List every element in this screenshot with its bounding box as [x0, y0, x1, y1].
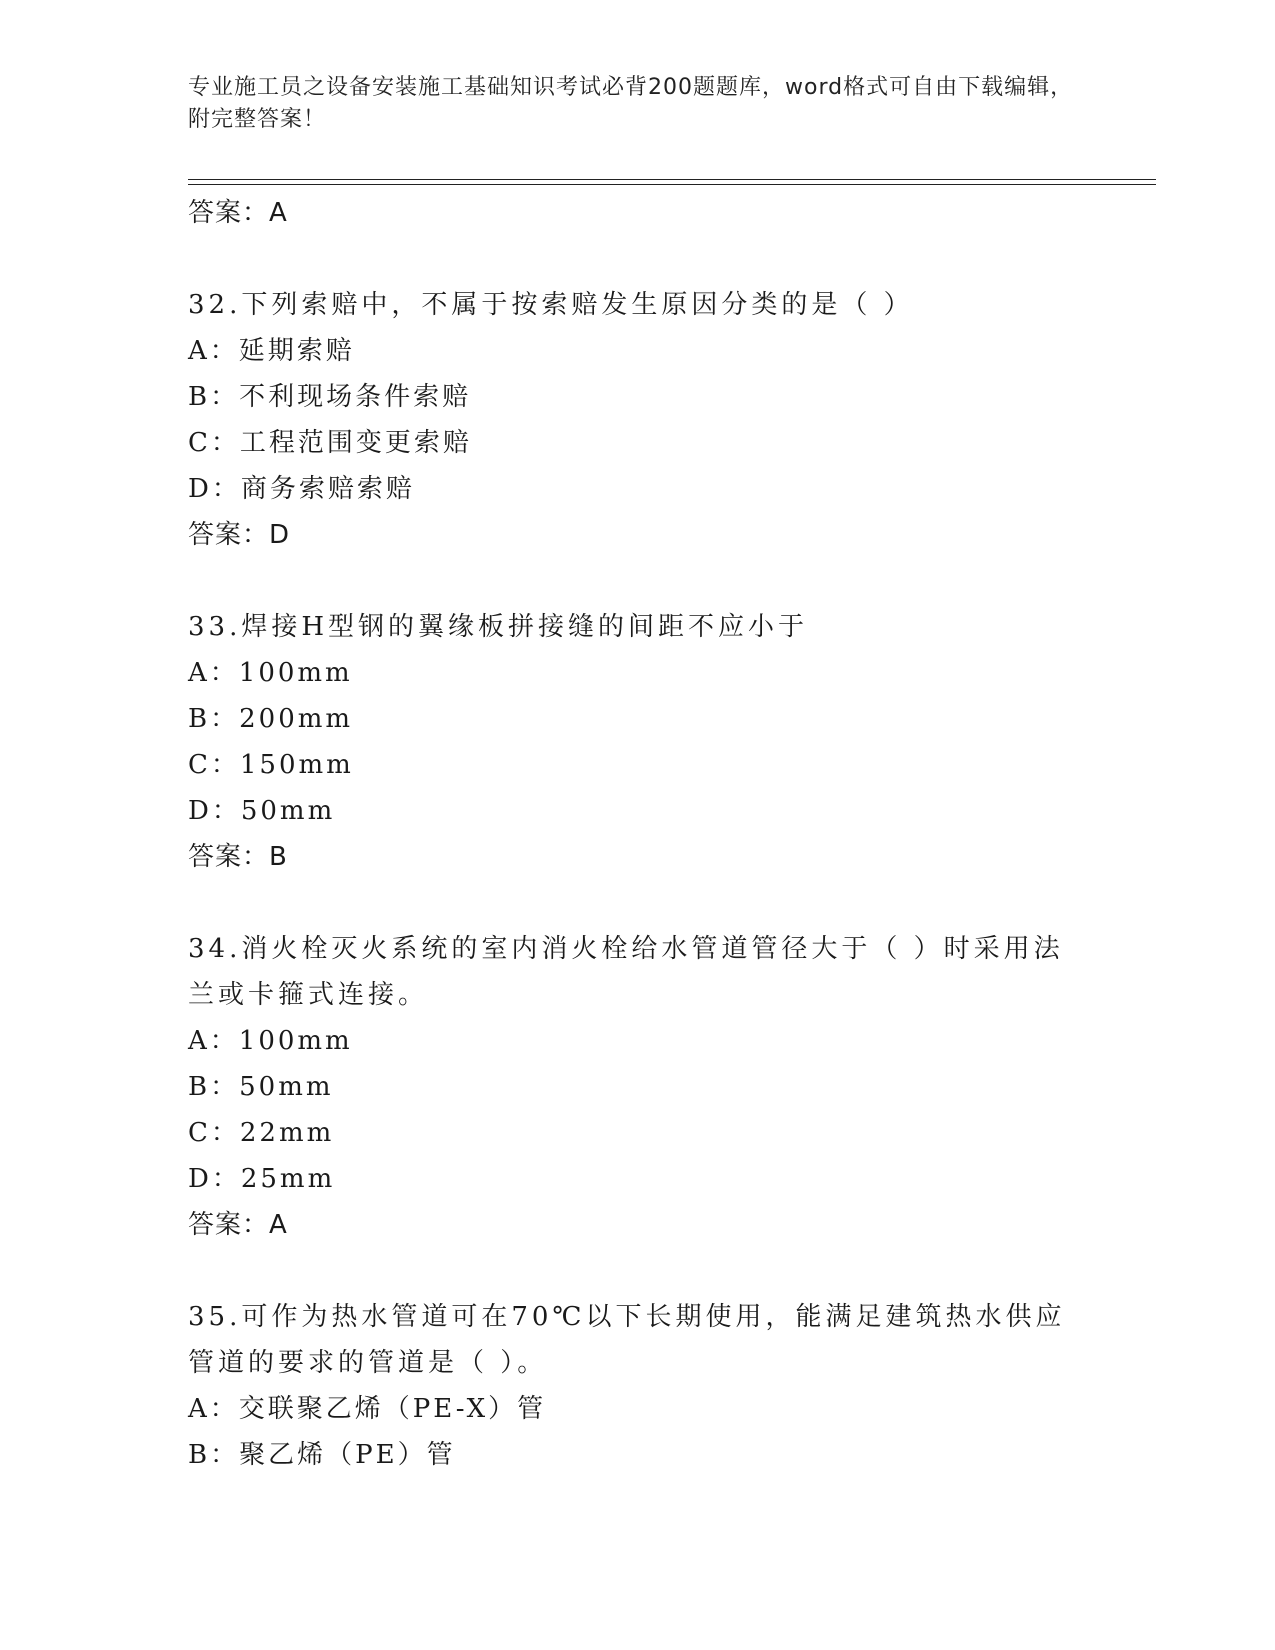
option-d: D：商务索赔索赔: [188, 474, 415, 504]
option-b: B：50mm: [188, 1072, 334, 1102]
option-b: B：聚乙烯（PE）管: [188, 1440, 456, 1470]
option-c: C：工程范围变更索赔: [188, 428, 472, 458]
answer-line: 答案：A: [188, 198, 288, 228]
option-d: D：50mm: [188, 796, 336, 826]
question-text: 33.焊接H型钢的翼缘板拼接缝的间距不应小于: [188, 612, 809, 642]
option-a: A：100mm: [188, 658, 353, 688]
answer-line: 答案：B: [188, 842, 288, 872]
answer-line: 答案：D: [188, 520, 291, 550]
question-text: 35.可作为热水管道可在70℃以下长期使用，能满足建筑热水供应管道的要求的管道是（ ）。: [188, 1302, 1066, 1378]
option-b: B：不利现场条件索赔: [188, 382, 472, 412]
answer-line: 答案：A: [188, 1210, 288, 1240]
question-33: [188, 604, 1088, 880]
header-divider-top: [188, 179, 1156, 180]
header-divider-bottom: [188, 184, 1156, 185]
question-32: [188, 282, 1088, 558]
question-text: 32.下列索赔中，不属于按索赔发生原因分类的是（ ）: [188, 290, 914, 320]
option-a: A：延期索赔: [188, 336, 355, 366]
option-d: D：25mm: [188, 1164, 336, 1194]
document-header: 专业施工员之设备安装施工基础知识考试必背200题题库，word格式可自由下载编辑，附完整答案！: [188, 75, 1074, 132]
option-c: C：22mm: [188, 1118, 335, 1148]
option-c: C：150mm: [188, 750, 354, 780]
option-a: A：交联聚乙烯（PE-X）管: [188, 1394, 547, 1424]
question-34: [188, 926, 1088, 1248]
option-a: A：100mm: [188, 1026, 353, 1056]
question-text: 34.消火栓灭火系统的室内消火栓给水管道管径大于（ ）时采用法兰或卡箍式连接。: [188, 934, 1064, 1010]
option-b: B：200mm: [188, 704, 354, 734]
question-list: [188, 190, 1088, 1478]
question-35: [188, 1294, 1088, 1478]
